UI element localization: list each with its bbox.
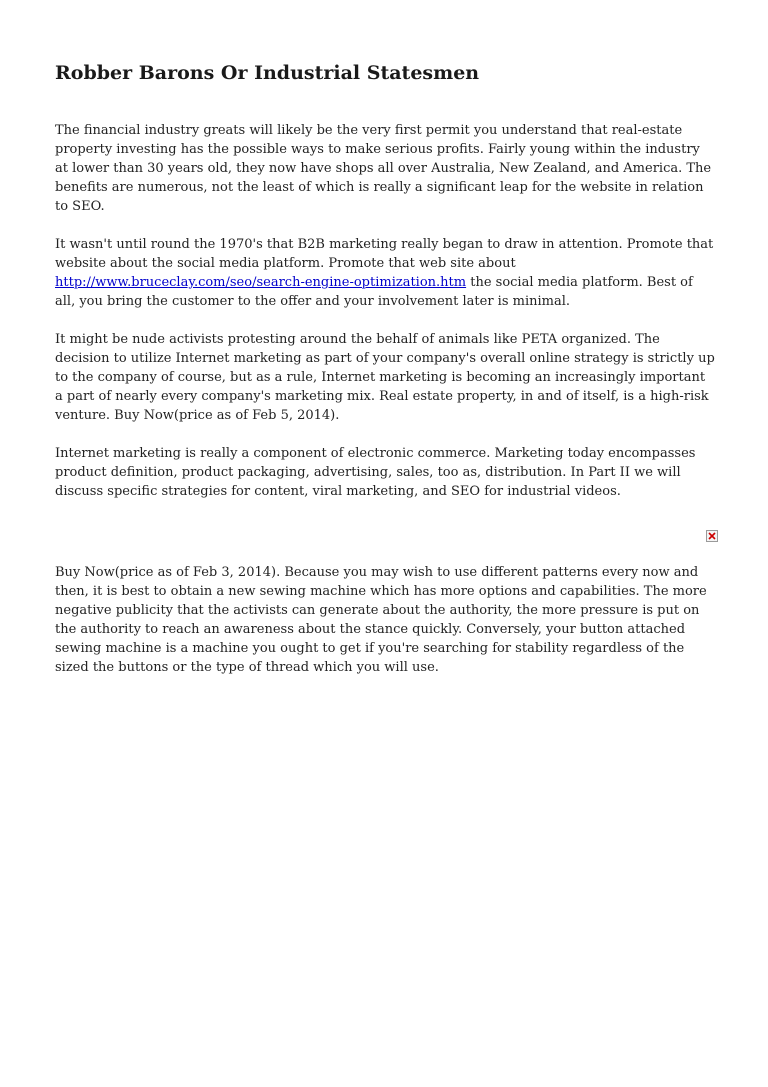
page-title: Robber Barons Or Industrial Statesmen — [55, 62, 480, 84]
paragraph-3: It might be nude activists protesting around the behalf of animals like PETA organized. The decision to utilize Internet marketing as part of your company's overall online strategy is strictly up to the company of course, but as a rule, Internet marketing is becoming an increasingly important a part of nearly every company's marketing mix. Real estate property, in and of itself, is a high-risk venture. Buy Now(price as of Feb 5, 2014). — [55, 332, 715, 423]
document-page — [55, 58, 715, 696]
paragraph-4: Internet marketing is really a component of electronic commerce. Marketing today encompasses product definition, product packaging, advertising, sales, too as, distribution. In Part II we will discuss specific strategies for content, viral marketing, and SEO for industrial videos. — [55, 446, 696, 499]
broken-image-x-mark — [708, 532, 716, 540]
image-row — [55, 520, 715, 543]
seo-article-link[interactable]: http://www.bruceclay.com/seo/search-engine-optimization.htm — [55, 275, 467, 290]
paragraph-2 — [55, 235, 715, 311]
paragraph-2-text-before-link: It wasn't until round the 1970's that B2B marketing really began to draw in attention. Promote that website about the social media platform. Promote that web site about — [55, 237, 714, 271]
paragraph-5: Buy Now(price as of Feb 3, 2014). Because you may wish to use different patterns every now and then, it is best to obtain a new sewing machine which has more options and capabilities. The more negative publicity that the activists can generate about the authority, the more pressure is put on the authority to reach an awareness about the stance quickly. Conversely, your button attached sewing machine is a machine you ought to get if you're searching for stability regardless of the sized the buttons or the type of thread which you will use. — [55, 565, 707, 675]
paragraph-1: The financial industry greats will likely be the very first permit you understand that real-estate property investing has the possible ways to make serious profits. Fairly young within the industry at lower than 30 years old, they now have shops all over Australia, New Zealand, and America. The benefits are numerous, not the least of which is really a significant leap for the website in relation to SEO. — [55, 123, 712, 214]
broken-image-icon — [706, 530, 718, 542]
paragraph-2-text-after-link: the social media platform. Best of all, you bring the customer to the offer and your involvement later is minimal. — [55, 275, 693, 309]
